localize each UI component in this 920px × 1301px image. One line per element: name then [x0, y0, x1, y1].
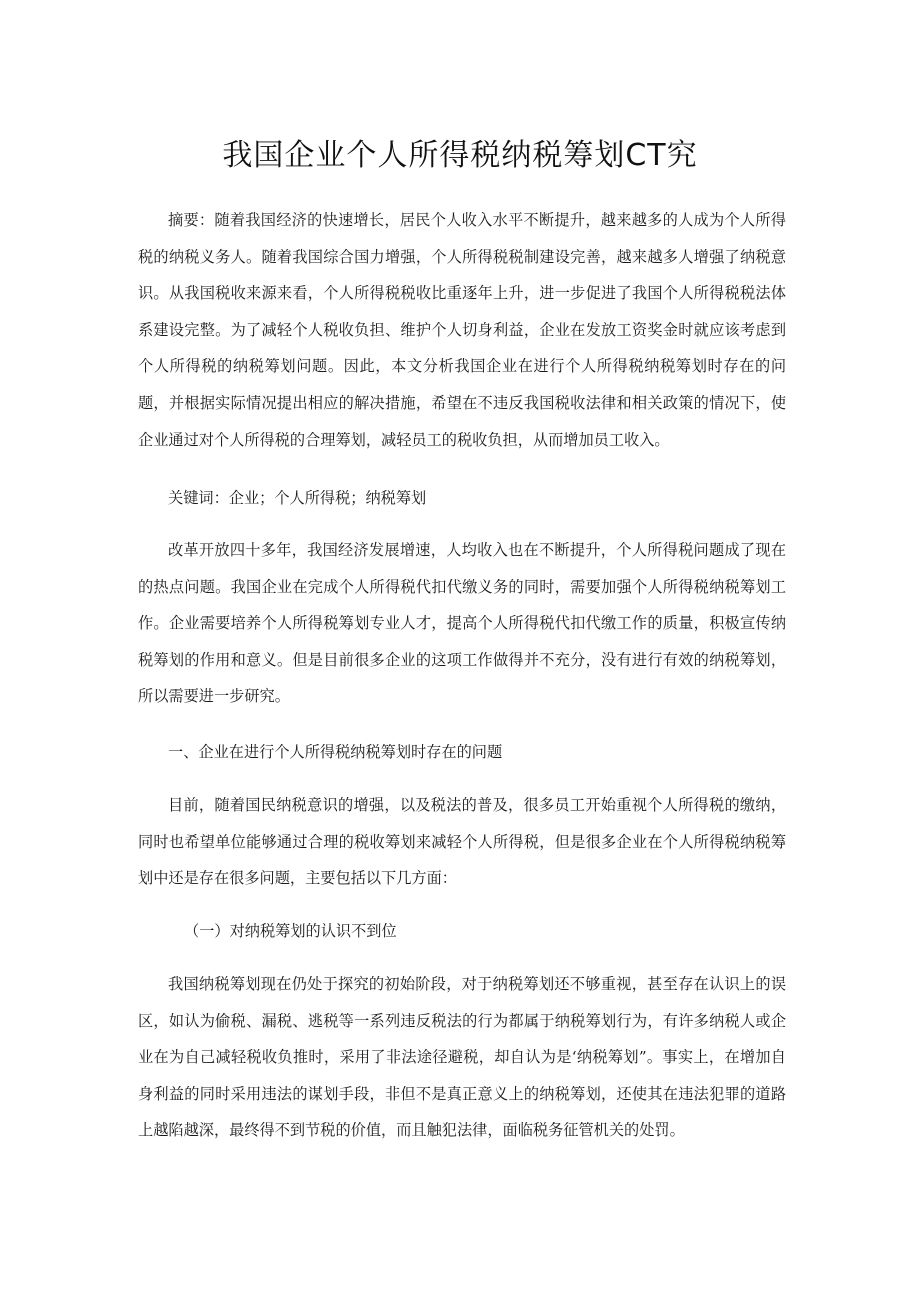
subsection-heading-1: （一）对纳税筹划的认识不到位 — [184, 922, 397, 940]
intro-paragraph: 改革开放四十多年，我国经济发展增速，人均收入也在不断提升，个人所得税问题成了现在的热点问题。我国企业在完成个人所得税代扣代缴义务的同时，需要加强个人所得税纳税筹划工作。企业需要培养个人所得税筹划专业人才，提高个人所得税代扣代缴工作的质量，积极宣传纳税筹划的作用和意义。但是目前很多企业的这项工作做得并不充分，没有进行有效的纳税筹划，所以需要进一步研究。 — [138, 541, 786, 706]
section-heading-1: 一、企业在进行个人所得税纳税筹划时存在的问题 — [168, 743, 503, 761]
section-1-paragraph: 目前，随着国民纳税意识的增强，以及税法的普及，很多员工开始重视个人所得税的缴纳，同时也希望单位能够通过合理的税收筹划来减轻个人所得税，但是很多企业在个人所得税纳税筹划中还是存在很多问题，主要包括以下几方面： — [138, 796, 786, 888]
abstract-paragraph: 摘要：随着我国经济的快速增长，居民个人收入水平不断提升，越来越多的人成为个人所得税的纳税义务人。随着我国综合国力增强，个人所得税税制建设完善，越来越多人增强了纳税意识。从我国税收来源来看，个人所得税税收比重逐年上升，进一步促进了我国个人所得税税法体系建设完整。为了减轻个人税收负担、维护个人切身利益，企业在发放工资奖金时就应该考虑到个人所得税的纳税筹划问题。因此，本文分析我国企业在进行个人所得税纳税筹划时存在的问题，并根据实际情况提出相应的解决措施，希望在不违反我国税收法律和相关政策的情况下，使企业通过对个人所得税的合理筹划，减轻员工的税收负担，从而增加员工收入。 — [138, 211, 786, 449]
document-title: 我国企业个人所得税纳税筹划CT究 — [222, 138, 698, 173]
subsection-1-paragraph: 我国纳税筹划现在仍处于探究的初始阶段，对于纳税筹划还不够重视，甚至存在认识上的误区，如认为偷税、漏税、逃税等一系列违反税法的行为都属于纳税筹划行为，有许多纳税人或企业在为自己减轻税收负推时，采用了非法途径避税，却自认为是‘纳税筹划”。事实上，在增加自身利益的同时采用违法的谋划手段，非但不是真正意义上的纳税筹划，还使其在违法犯罪的道路上越陷越深，最终得不到节税的价值，而且触犯法律，面临税务征管机关的处罚。 — [138, 975, 786, 1140]
keywords-paragraph: 关键词：企业；个人所得税；纳税筹划 — [168, 489, 427, 507]
